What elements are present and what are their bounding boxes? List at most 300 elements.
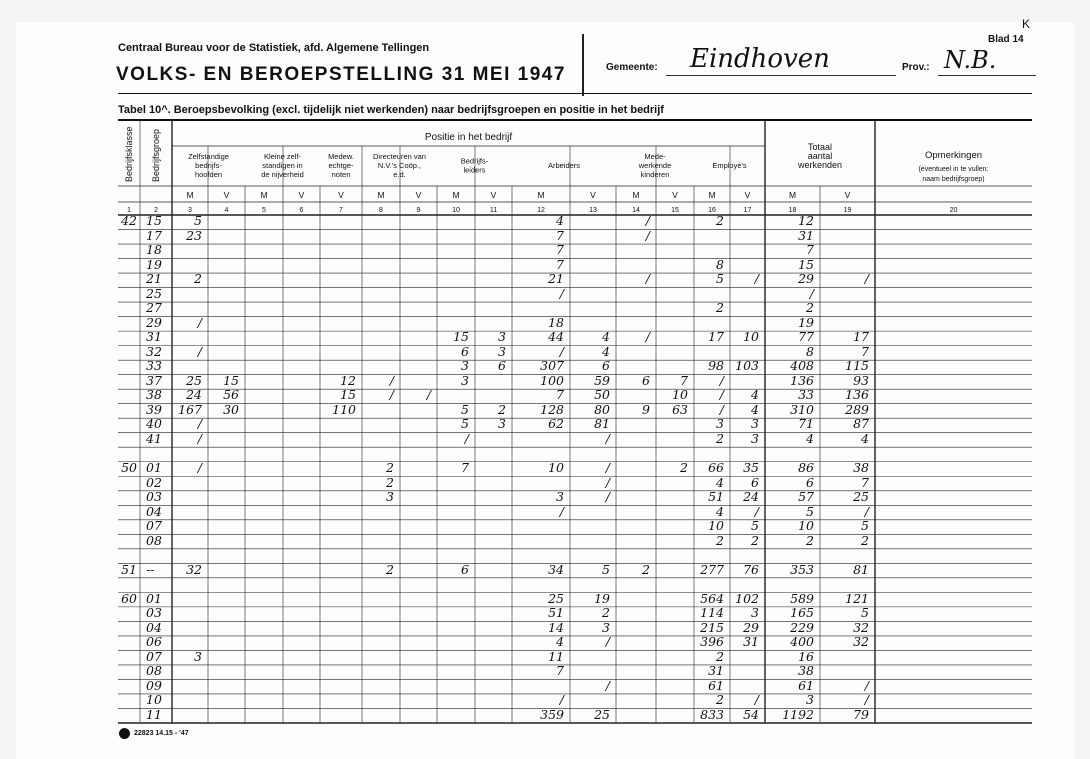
sex-label: V [490, 190, 497, 200]
cell-value: 6 [461, 561, 469, 577]
organization-name: Centraal Bureau voor de Statistiek, afd. Algemene Tellingen [118, 42, 430, 54]
cell-value: / [197, 460, 202, 475]
bedrijfsgroep-value: -- [146, 561, 155, 577]
cell-value: 2 [602, 605, 610, 621]
cell-value: / [605, 460, 610, 475]
bedrijfsgroep-value: 18 [146, 242, 162, 258]
remarks-sub-line2: naam bedrijfsgroep) [922, 176, 985, 183]
cell-value: 2 [716, 300, 724, 316]
bedrijfsgroep-value: 38 [146, 387, 162, 403]
cell-value: / [645, 271, 650, 287]
cell-value: / [197, 430, 202, 446]
cell-value: / [645, 213, 650, 229]
cell-value: / [389, 387, 394, 403]
bedrijfsgroep-value: 03 [146, 605, 162, 621]
cell-value: 25 [548, 590, 564, 606]
column-number: 6 [299, 207, 304, 214]
cell-value: 3 [498, 343, 506, 359]
bedrijfsgroep-value: 27 [146, 300, 162, 316]
category-header: N.V.'s Coöp., [377, 161, 422, 170]
cell-value: 24 [186, 387, 202, 403]
cell-value: 80 [594, 401, 610, 417]
cell-value: 7 [556, 242, 564, 258]
cell-value: / [864, 677, 869, 693]
cell-value: 564 [700, 590, 724, 606]
bedrijfsgroep-value: 21 [146, 271, 162, 287]
cell-value: 7 [556, 256, 564, 272]
cell-value: 2 [751, 532, 759, 548]
census-title: VOLKS- EN BEROEPSTELLING 31 MEI 1947 [116, 64, 566, 85]
cell-value: 18 [548, 314, 564, 330]
column-number: 20 [949, 207, 958, 214]
cell-value: / [197, 416, 202, 432]
cell-value: 833 [700, 706, 724, 722]
cell-value: 51 [708, 489, 724, 505]
cell-value: 6 [806, 474, 814, 490]
sex-label: V [844, 190, 851, 200]
cell-value: 4 [861, 430, 869, 446]
category-header: Directeuren van [373, 152, 426, 161]
cell-value: 3 [461, 372, 469, 388]
cell-value: 76 [743, 561, 759, 577]
cell-value: / [605, 474, 610, 490]
sex-label: M [452, 190, 460, 200]
remarks-sub-line1: (eventueel in te vullen: [918, 166, 989, 173]
cell-value: 44 [548, 329, 564, 345]
cell-value: / [719, 372, 724, 388]
cell-value: 5 [861, 518, 869, 534]
cell-value: 12 [340, 372, 356, 388]
bedrijfsgroep-value: 32 [146, 343, 162, 359]
column-number: 15 [671, 207, 679, 214]
column-number: 3 [188, 207, 192, 214]
cell-value: 62 [548, 416, 564, 432]
cell-value: 5 [861, 605, 869, 621]
cell-value: 408 [790, 358, 814, 374]
cell-value: 4 [716, 474, 724, 490]
cell-value: 66 [708, 460, 724, 475]
cell-value: 10 [708, 518, 724, 534]
cell-value: 79 [853, 706, 869, 722]
cell-value: 34 [548, 561, 564, 577]
cell-value: 400 [790, 634, 814, 650]
cell-value: 5 [806, 503, 814, 519]
cell-value: 10 [672, 387, 688, 403]
cell-value: / [645, 329, 650, 345]
cell-value: 6 [461, 343, 469, 359]
cell-value: 7 [861, 474, 869, 490]
cell-value: / [464, 430, 469, 446]
cell-value: 56 [223, 387, 239, 403]
cell-value: 21 [548, 271, 564, 287]
cell-value: 2 [806, 532, 814, 548]
cell-value: 57 [798, 489, 814, 505]
cell-value: 2 [386, 561, 394, 577]
column-number: 9 [416, 207, 421, 214]
column-number: 14 [632, 207, 640, 214]
cell-value: 2 [194, 271, 202, 287]
cell-value: 51 [548, 605, 564, 621]
cell-value: 1192 [782, 706, 814, 722]
cell-value: 14 [548, 619, 564, 635]
column-number: 1 [127, 207, 131, 214]
cell-value: 98 [708, 358, 724, 374]
sex-label: V [223, 190, 230, 200]
cell-value: 2 [386, 474, 394, 490]
cell-value: 114 [700, 605, 724, 621]
cell-value: / [719, 387, 724, 403]
cell-value: / [197, 343, 202, 359]
cell-value: 81 [853, 561, 869, 577]
cell-value: 100 [540, 372, 564, 388]
cell-value: 2 [716, 213, 724, 229]
cell-value: / [559, 503, 564, 519]
cell-value: 3 [556, 489, 564, 505]
cell-value: / [605, 430, 610, 446]
bedrijfsgroep-value: 11 [146, 706, 162, 722]
category-header: de nijverheid [261, 170, 304, 179]
category-header: Totaal [807, 142, 833, 152]
category-header: Medew. [328, 152, 354, 161]
category-header: aantal [807, 151, 833, 161]
cell-value: 6 [642, 372, 650, 388]
cell-value: 31 [708, 663, 724, 679]
sex-label: M [537, 190, 545, 200]
cell-value: 103 [735, 358, 759, 374]
cell-value: 6 [751, 474, 759, 490]
column-number: 4 [224, 207, 229, 214]
cell-value: 2 [861, 532, 869, 548]
cell-value: 5 [716, 271, 724, 287]
cell-value: 5 [194, 213, 202, 229]
cell-value: 31 [798, 227, 814, 243]
sex-label: V [672, 190, 678, 200]
bedrijfsgroep-value: 25 [146, 285, 162, 301]
column-number: 11 [489, 207, 498, 214]
sex-label: V [744, 190, 751, 200]
column-number: 16 [708, 207, 716, 214]
cell-value: 93 [853, 372, 869, 388]
sex-label: M [788, 190, 797, 200]
bedrijfsgroep-value: 07 [146, 648, 162, 664]
cell-value: / [754, 503, 759, 519]
sex-label: V [338, 190, 344, 200]
cell-value: / [864, 503, 869, 519]
table-title: Tabel 10^. Beroepsbevolking (excl. tijdelijk niet werkenden) naar bedrijfsgroepen en positie in het bedrijf [118, 104, 664, 116]
cell-value: 2 [386, 460, 394, 475]
cell-value: 19 [798, 314, 814, 330]
remarks-header: Opmerkingen [924, 150, 983, 161]
cell-value: 310 [790, 401, 814, 417]
sex-label: M [186, 190, 194, 200]
bedrijfsgroep-value: 04 [146, 619, 162, 635]
cell-value: / [605, 677, 610, 693]
bedrijfsgroep-value: 02 [146, 474, 162, 490]
bedrijfsgroep-value: 01 [146, 590, 162, 606]
cell-value: 81 [594, 416, 610, 432]
cell-value: 4 [556, 213, 564, 229]
cell-value: / [559, 343, 564, 359]
cell-value: 165 [790, 605, 814, 621]
cell-value: 289 [845, 401, 869, 417]
cell-value: 3 [806, 692, 814, 708]
cell-value: 229 [790, 619, 814, 635]
bedrijfsgroep-value: 41 [146, 430, 162, 446]
cell-value: / [605, 634, 610, 650]
cell-value: 25 [853, 489, 869, 505]
cell-value: / [197, 314, 202, 330]
cell-value: 277 [700, 561, 724, 577]
cell-value: 136 [845, 387, 869, 403]
category-header: echtge- [328, 161, 354, 170]
cell-value: 61 [708, 677, 724, 693]
cbs-logo-icon [119, 728, 130, 739]
corner-mark: K [1022, 17, 1031, 31]
cell-value: 589 [790, 590, 814, 606]
bedrijfsgroep-value: 15 [146, 213, 162, 229]
column-number: 18 [788, 207, 797, 214]
column-number: 17 [743, 207, 752, 214]
cell-value: 71 [798, 416, 814, 432]
cell-value: / [645, 227, 650, 243]
cell-value: 4 [602, 329, 610, 345]
cell-value: 61 [798, 677, 814, 693]
cell-value: 307 [540, 358, 564, 374]
bedrijfsgroep-value: 09 [146, 677, 162, 693]
sex-label: V [415, 190, 422, 200]
bedrijfsklasse-header: Bedrijfsklasse [124, 126, 134, 182]
cell-value: 115 [845, 358, 869, 374]
cell-value: 15 [453, 329, 469, 345]
column-number: 19 [843, 207, 852, 214]
cell-value: 15 [223, 372, 239, 388]
cell-value: 7 [806, 242, 814, 258]
prov-value: N.B. [944, 46, 997, 74]
bedrijfsgroep-value: 08 [146, 663, 162, 679]
cell-value: 3 [461, 358, 469, 374]
cell-value: 50 [594, 387, 610, 403]
cell-value: / [864, 692, 869, 708]
sex-label: M [708, 190, 716, 200]
cell-value: 59 [594, 372, 610, 388]
cell-value: 2 [806, 300, 814, 316]
sex-label: V [590, 190, 596, 200]
cell-value: 6 [602, 358, 610, 374]
cell-value: 16 [798, 648, 814, 664]
category-header: Kleine zelf- [263, 152, 302, 161]
cell-value: 32 [186, 561, 202, 577]
cell-value: 38 [798, 663, 814, 679]
cell-value: 54 [743, 706, 759, 722]
cell-value: 4 [602, 343, 610, 359]
cell-value: 4 [751, 401, 759, 417]
cell-value: 86 [798, 460, 814, 475]
column-number: 2 [154, 207, 158, 214]
cell-value: 102 [735, 590, 759, 606]
cell-value: / [719, 401, 724, 417]
cell-value: 87 [853, 416, 869, 432]
cell-value: 110 [332, 401, 356, 417]
cell-value: 6 [498, 358, 506, 374]
bedrijfsgroep-value: 39 [146, 401, 162, 417]
cell-value: 8 [716, 256, 724, 272]
cell-value: 4 [806, 430, 814, 446]
cell-value: / [809, 285, 814, 301]
cell-value: 24 [743, 489, 759, 505]
bedrijfsklasse-value: 60 [121, 590, 137, 606]
cell-value: 25 [594, 706, 610, 722]
cell-value: 5 [602, 561, 610, 577]
cell-value: 9 [642, 401, 650, 417]
category-header: Bedrijfs- [460, 156, 489, 166]
cell-value: 7 [680, 372, 688, 388]
sex-label: M [632, 190, 640, 200]
column-number: 7 [339, 207, 343, 214]
category-header: Zelfstandige [188, 152, 229, 161]
cell-value: 29 [798, 271, 814, 287]
category-header: e.d. [393, 170, 406, 179]
category-header: Mede- [644, 152, 666, 161]
prov-label: Prov.: [902, 62, 930, 73]
category-header: werkende [638, 161, 672, 170]
cell-value: / [389, 372, 394, 388]
column-number: 13 [589, 207, 597, 214]
column-number: 12 [537, 207, 545, 214]
cell-value: 32 [853, 619, 869, 635]
cell-value: 353 [790, 561, 814, 577]
cell-value: 38 [853, 460, 869, 475]
column-number: 10 [452, 207, 460, 214]
cell-value: 3 [751, 430, 759, 446]
form-number-text: 22823 14.15 - '47 [134, 730, 189, 737]
cell-value: 17 [853, 329, 869, 345]
cell-value: 167 [178, 401, 202, 417]
cell-value: 15 [798, 256, 814, 272]
cell-value: 5 [461, 416, 469, 432]
cell-value: 121 [845, 590, 869, 606]
cell-value: 3 [716, 416, 724, 432]
cell-value: 29 [743, 619, 759, 635]
cell-value: 3 [751, 416, 759, 432]
cell-value: 2 [716, 532, 724, 548]
cell-value: / [754, 271, 759, 287]
cell-value: 35 [743, 460, 759, 475]
cell-value: 63 [672, 401, 688, 417]
bedrijfsklasse-value: 51 [121, 561, 137, 577]
category-header: Employé's [712, 161, 747, 170]
cell-value: 77 [798, 329, 814, 345]
bedrijfsgroep-value: 33 [146, 358, 162, 374]
cell-value: 25 [186, 372, 202, 388]
cell-value: 215 [700, 619, 724, 635]
cell-value: 359 [540, 706, 564, 722]
cell-value: 7 [556, 663, 564, 679]
category-header: kinderen [640, 170, 670, 179]
bedrijfsgroep-value: 04 [146, 503, 162, 519]
cell-value: 3 [602, 619, 610, 635]
bedrijfsgroep-value: 40 [146, 416, 162, 432]
sheet-number: Blad 14 [988, 34, 1024, 45]
cell-value: 3 [386, 489, 394, 505]
bedrijfsgroep-value: 06 [146, 634, 162, 650]
cell-value: 3 [498, 329, 506, 345]
cell-value: 10 [548, 460, 564, 475]
category-header: leiders [463, 165, 486, 175]
bedrijfsgroep-value: 08 [146, 532, 162, 548]
cell-value: 12 [798, 213, 814, 229]
cell-value: 23 [186, 227, 202, 243]
bedrijfsgroep-header: Bedrijfsgroep [151, 128, 161, 182]
bedrijfsgroep-value: 07 [146, 518, 162, 534]
bedrijfsklasse-value: 42 [121, 213, 137, 229]
category-header: bedrijfs- [195, 161, 222, 170]
cell-value: / [426, 387, 431, 403]
gemeente-label: Gemeente: [606, 62, 658, 73]
cell-value: 136 [790, 372, 814, 388]
bedrijfsgroep-value: 29 [146, 314, 162, 330]
column-number: 8 [379, 207, 383, 214]
position-group-header: Positie in het bedrijf [424, 132, 513, 143]
cell-value: 2 [716, 430, 724, 446]
sex-label: M [377, 190, 385, 200]
category-header: noten [331, 170, 351, 179]
sex-label: M [260, 190, 268, 200]
cell-value: 30 [223, 401, 239, 417]
cell-value: 10 [798, 518, 814, 534]
cell-value: / [754, 692, 759, 708]
cell-value: 4 [556, 634, 564, 650]
cell-value: 4 [716, 503, 724, 519]
cell-value: 8 [806, 343, 814, 359]
bedrijfsgroep-value: 19 [146, 256, 162, 272]
category-header: hoofden [194, 170, 223, 179]
category-header: Arbeiders [547, 161, 581, 170]
cell-value: 32 [853, 634, 869, 650]
cell-value: 2 [716, 692, 724, 708]
cell-value: / [559, 692, 564, 708]
cell-value: 33 [798, 387, 814, 403]
cell-value: 396 [700, 634, 724, 650]
cell-value: / [864, 271, 869, 287]
category-header: standigen in [262, 161, 303, 170]
column-number: 5 [262, 207, 266, 214]
cell-value: 17 [708, 329, 724, 345]
cell-value: 11 [548, 648, 564, 664]
cell-value: 128 [540, 401, 564, 417]
form-number [119, 728, 189, 739]
cell-value: 5 [751, 518, 759, 534]
gemeente-value: Eindhoven [690, 44, 830, 74]
cell-value: 7 [556, 227, 564, 243]
cell-value: / [559, 285, 564, 301]
bedrijfsgroep-value: 10 [146, 692, 162, 708]
cell-value: 2 [498, 401, 506, 417]
bedrijfsgroep-value: 17 [146, 227, 162, 243]
cell-value: 2 [642, 561, 650, 577]
cell-value: 10 [743, 329, 759, 345]
cell-value: 7 [861, 343, 869, 359]
bedrijfsgroep-value: 03 [146, 489, 162, 505]
cell-value: 31 [743, 634, 759, 650]
bedrijfsgroep-value: 37 [146, 372, 162, 388]
bedrijfsgroep-value: 01 [146, 460, 162, 475]
bedrijfsgroep-value: 31 [146, 329, 162, 345]
cell-value: 3 [498, 416, 506, 432]
bedrijfsklasse-value: 50 [121, 460, 137, 475]
cell-value: 2 [680, 460, 688, 475]
sex-label: V [298, 190, 305, 200]
cell-value: 3 [194, 648, 202, 664]
